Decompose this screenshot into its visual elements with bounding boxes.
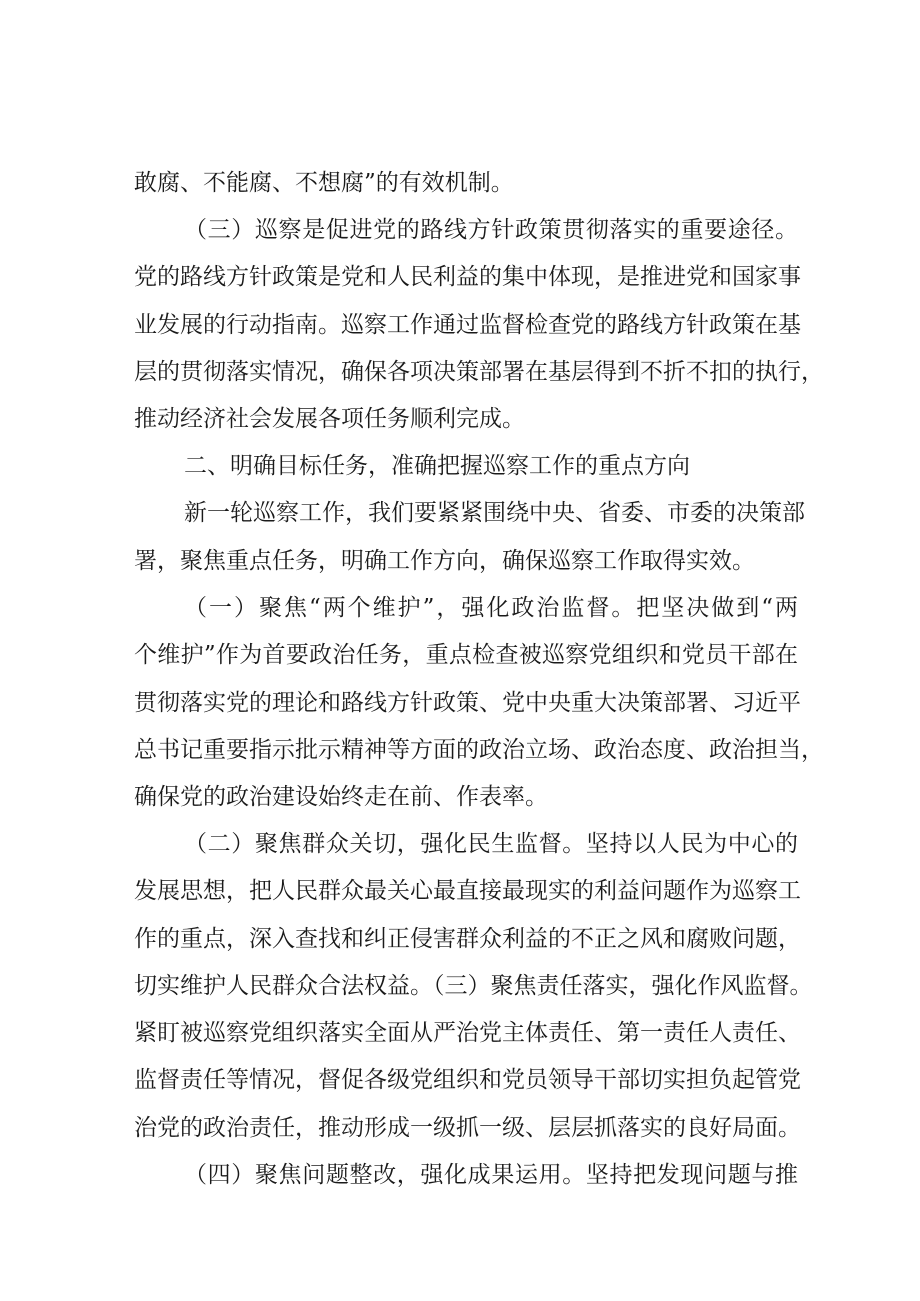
- paragraph-2-line-3: 业发展的行动指南。巡察工作通过监督检查党的路线方针政策在基: [134, 312, 801, 338]
- paragraph-1-line-1: 敢腐、不能腐、不想腐”的有效机制。: [134, 170, 514, 196]
- paragraph-5-line-4: 总书记重要指示批示精神等方面的政治立场、政治态度、政治担当，: [134, 737, 824, 763]
- paragraph-2-line-5: 推动经济社会发展各项任务顺利完成。: [134, 406, 525, 432]
- paragraph-6-line-7: 治党的政治责任，推动形成一级抓一级、层层抓落实的良好局面。: [134, 1115, 801, 1141]
- paragraph-2-line-1: （三）巡察是促进党的路线方针政策贯彻落实的重要途径。: [184, 217, 798, 243]
- paragraph-6-line-5: 紧盯被巡察党组织落实全面从严治党主体责任、第一责任人责任、: [134, 1020, 801, 1046]
- paragraph-5-line-1: （一）聚焦“两个维护”，强化政治监督。把坚决做到“两: [184, 595, 798, 621]
- paragraph-5-line-5: 确保党的政治建设始终走在前、作表率。: [134, 784, 548, 810]
- paragraph-2-line-2: 党的路线方针政策是党和人民利益的集中体现，是推进党和国家事: [134, 264, 801, 290]
- paragraph-5-line-3: 贯彻落实党的理论和路线方针政策、党中央重大决策部署、习近平: [134, 690, 801, 716]
- paragraph-6-line-3: 作的重点，深入查找和纠正侵害群众利益的不正之风和腐败问题，: [134, 926, 801, 952]
- paragraph-4-line-2: 署，聚焦重点任务，明确工作方向，确保巡察工作取得实效。: [134, 548, 755, 574]
- paragraph-5-line-2: 个维护”作为首要政治任务，重点检查被巡察党组织和党员干部在: [134, 642, 798, 668]
- paragraph-4-line-1: 新一轮巡察工作，我们要紧紧围绕中央、省委、市委的决策部: [184, 500, 805, 526]
- paragraph-6-line-4: 切实维护人民群众合法权益。（三）聚焦责任落实，强化作风监督。: [134, 973, 813, 999]
- paragraph-6-line-2: 发展思想，把人民群众最关心最直接最现实的利益问题作为巡察工: [134, 878, 801, 904]
- paragraph-2-line-4: 层的贯彻落实情况，确保各项决策部署在基层得到不折不扣的执行，: [134, 359, 824, 385]
- paragraph-7-line-1: （四）聚焦问题整改，强化成果运用。坚持把发现问题与推: [184, 1162, 798, 1188]
- paragraph-6-line-1: （二）聚焦群众关切，强化民生监督。坚持以人民为中心的: [184, 831, 798, 857]
- section-heading-2: 二、明确目标任务，准确把握巡察工作的重点方向: [184, 453, 690, 479]
- paragraph-6-line-6: 监督责任等情况，督促各级党组织和党员领导干部切实担负起管党: [134, 1067, 801, 1093]
